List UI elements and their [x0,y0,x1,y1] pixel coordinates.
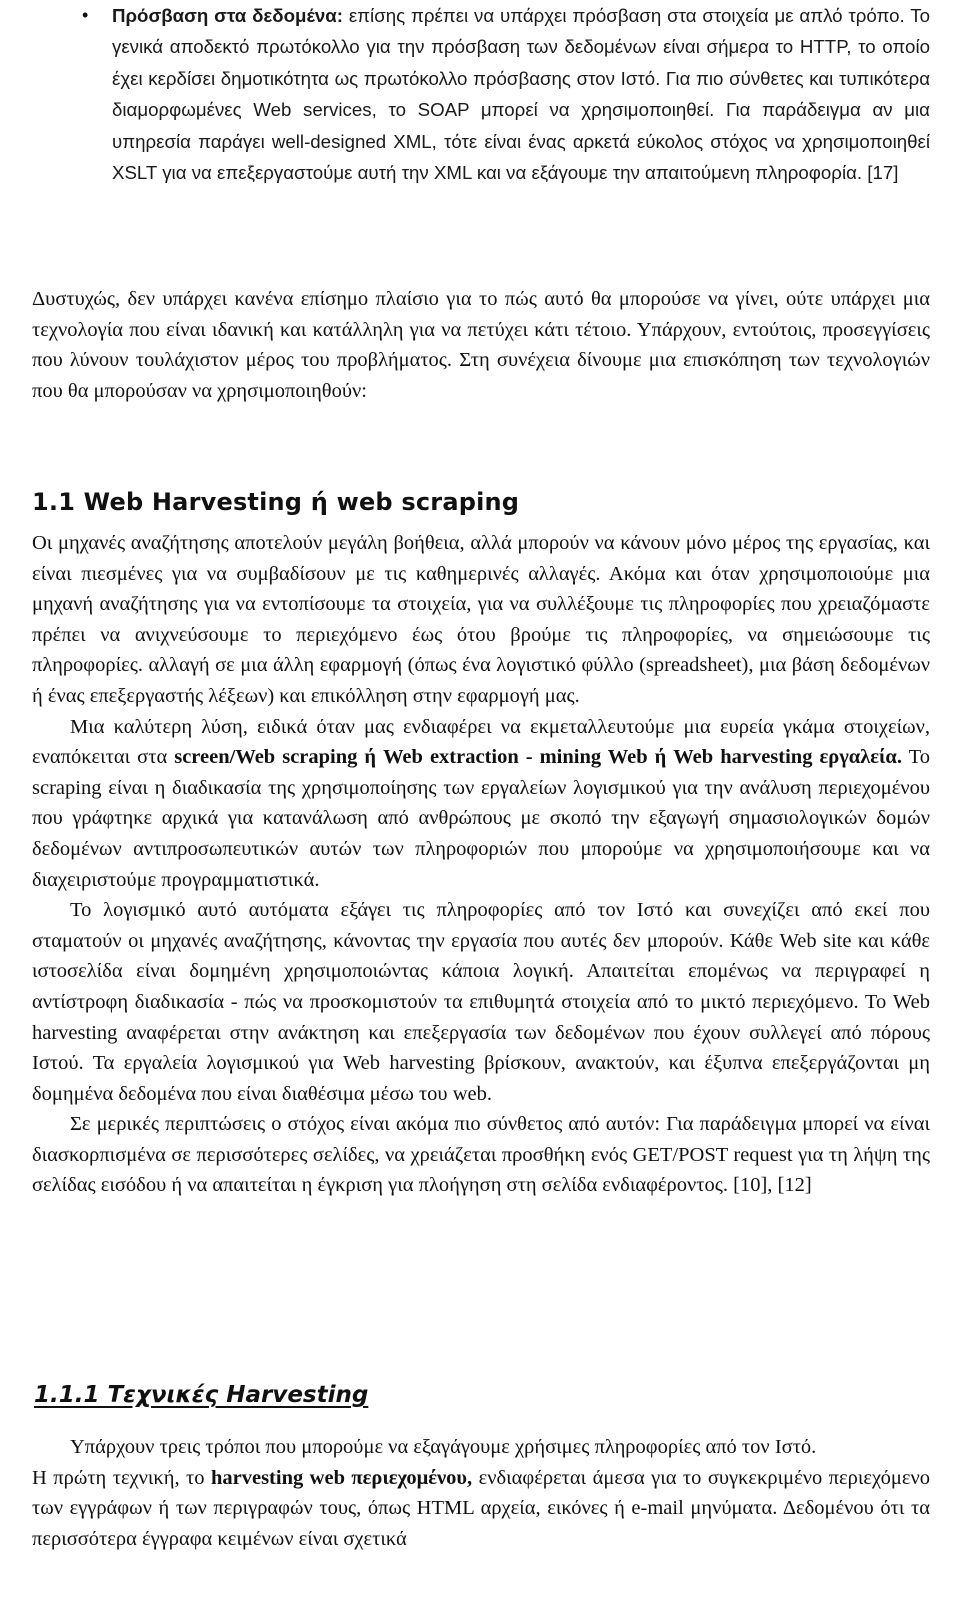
p2-bold-tools: screen/Web scraping ή Web extraction - mining Web ή Web harvesting εργαλεία. [174,746,902,769]
section-1-1-paragraph-3: Το λογισμικό αυτό αυτόματα εξάγει τις πληροφορίες από τον Ιστό και συνεχίζει από εκεί που σταματούν οι μηχανές αναζήτησης, κάνοντας την εργασία που αυτές δεν μπορούν. Κάθε Web site και κάθε ιστοσελίδα είναι δομημένη χρησιμοποιώντας κάποια λογική. Απαιτείται επομένως να περιγραφεί η αντίστροφη διαδικασία - πώς να προσκομιστούν τα επιθυμητά στοιχεία από το μικτό περιεχόμενο. Το Web harvesting αναφέρεται στην ανάκτηση και επεξεργασία των δεδομένων που έχουν συλλεγεί από πόρους Ιστού. Τα εργαλεία λογισμικού για Web harvesting βρίσκουν, ανακτούν, και έξυπνα επεξεργάζονται μη δομημένα δεδομένα που είναι διαθέσιμα μέσω του web. [32,899,930,1105]
bullet-paragraph [112,0,930,188]
section-1-1-body [32,528,930,1201]
p2-text-before: Μια καλύτερη λύση, ειδικά όταν μας ενδιαφέρει να εκμεταλλευτούμε μια ευρεία γκάμα στοιχείων, εναπόκειται στα [32,715,930,769]
bullet-lead: Πρόσβαση στα δεδομένα: [112,5,343,26]
section-1-1-paragraph-1: Οι μηχανές αναζήτησης αποτελούν μεγάλη βοήθεια, αλλά μπορούν να κάνουν μόνο μέρος της εργασίας, και είναι πιεσμένες για να συμβαδίσουν με τις καθημερινές αλλαγές. Ακόμα και όταν χρησιμοποιούμε μια μηχανή αναζήτησης για να εντοπίσουμε τα στοιχεία, για να συλλέξουμε τις πληροφορίες που χρειαζόμαστε πρέπει να ανιχνεύσουμε το περιεχόμενο έως ότου βρούμε τις πληροφορίες, να σημειώσουμε τις πληροφορίες. αλλαγή σε μια άλλη εφαρμογή (όπως ένα λογιστικό φύλλο (spreadsheet), μια βάση δεδομένων ή ένας επεξεργαστής λέξεων) και επικόλληση στην εφαρμογή μας. [32,532,930,707]
p2-1-1-1-after: ενδιαφέρεται άμεσα για το συγκεκριμένο περιεχόμενο των εγγράφων ή των περιγραφών τους, όπως HTML αρχεία, εικόνες ή e-mail μηνύματα. Δεδομένου ότι τα περισσότερα έγγραφα κειμένων είναι σχετικά [32,1466,931,1550]
section-1-1-paragraph-2 [32,712,930,896]
section-1-1-1-paragraph-1: Υπάρχουν τρεις τρόποι που μπορούμε να εξαγάγουμε χρήσιμες πληροφορίες από τον Ιστό. [70,1436,817,1458]
section-heading-1-1: 1.1 Web Harvesting ή web scraping [32,488,520,516]
p2-text-after: Το scraping είναι η διαδικασία της χρησιμοποίησης των εργαλείων λογισμικού για την ανάλυση περιεχομένου που γράφτηκε αρχικά για κατανάλωση από ανθρώπους με σκοπό την εξαγωγή σημασιολογικών δομών δεδομένων αντιπροσωπευτικών αυτών των πληροφοριών που μπορούμε να χρησιμοποιήσουμε και να διαχειριστούμε προγραμματιστικά. [32,746,930,891]
bullet-text: επίσης πρέπει να υπάρχει πρόσβαση στα στοιχεία με απλό τρόπο. Το γενικά αποδεκτό πρωτόκολλο για την πρόσβαση των δεδομένων είναι σήμερα το HTTP, το οποίο έχει κερδίσει δημοτικότητα ως πρωτόκολλο πρόσβασης στον Ιστό. Για πιο σύνθετες και τυπικότερα διαμορφωμένες Web services, το SOAP μπορεί να χρησιμοποιηθεί. Για παράδειγμα αν μια υπηρεσία παράγει well-designed XML, τότε είναι ένας αρκετά εύκολος στόχος να χρησιμοποιηθεί XSLT για να επεξεργαστούμε αυτή την XML και να εξάγουμε την απαιτούμενη πληροφορία. [17] [112,5,930,184]
p2-1-1-1-before: Η πρώτη τεχνική, το [32,1466,211,1489]
bullet-dot-icon: • [82,5,89,25]
section-heading-1-1-1: 1.1.1 Τεχνικές Harvesting [34,1382,369,1408]
section-1-1-paragraph-4: Σε μερικές περιπτώσεις ο στόχος είναι ακόμα πιο σύνθετος από αυτόν: Για παράδειγμα μπορεί να είναι διασκορπισμένα σε περισσότερες σελίδες, να χρειάζεται προσθήκη ενός GET/POST request για τη λήψη της σελίδας εισόδου ή να απαιτείται η έγκριση για πλοήγηση στη σελίδα ενδιαφέροντος. [10], [12] [32,1113,930,1197]
bullet-item [32,0,930,188]
section-1-1-1-paragraph-2 [32,1463,930,1555]
p2-1-1-1-bold: harvesting web περιεχομένου, [210,1466,473,1489]
section-1-1-1-body [32,1432,930,1554]
intro-paragraph: Δυστυχώς, δεν υπάρχει κανένα επίσημο πλαίσιο για το πώς αυτό θα μπορούσε να γίνει, ούτε υπάρχει μια τεχνολογία που είναι ιδανική και κατάλληλη για να πετύχει κάτι τέτοιο. Υπάρχουν, εντούτοις, προσεγγίσεις που λύνουν τουλάχιστον μέρος του προβλήματος. Στη συνέχεια δίνουμε μια επισκόπηση των τεχνολογιών που θα μπορούσαν να χρησιμοποιηθούν: [32,288,930,402]
